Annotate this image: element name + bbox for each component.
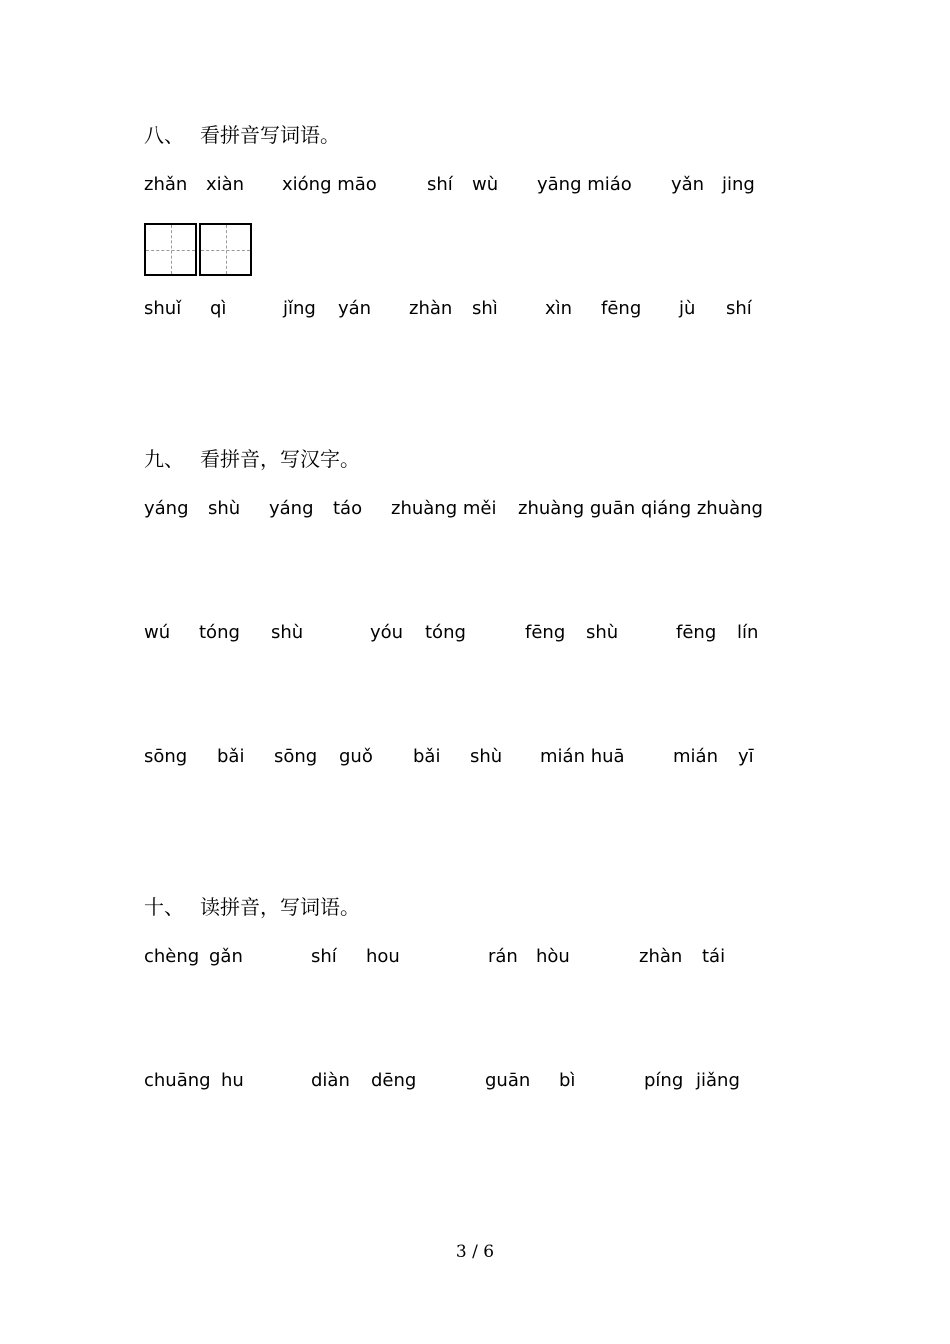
pinyin-word: xìn [545, 298, 573, 319]
section-9-number: 九、 [144, 447, 184, 471]
section-8-title: 看拼音写词语。 [200, 123, 340, 147]
pinyin-word: lín [737, 622, 759, 643]
pinyin-word: yáng [144, 498, 189, 519]
pinyin-word: bǎi [413, 746, 441, 767]
pinyin-word: hu [221, 1070, 244, 1091]
section-10-title: 读拼音，写词语。 [200, 895, 360, 919]
pinyin-word: táo [333, 498, 363, 519]
pinyin-word: zhuàng měi [391, 498, 497, 519]
pinyin-word: yī [738, 746, 754, 767]
pinyin-word: shù [586, 622, 619, 643]
pinyin-word: jiǎng [696, 1070, 740, 1091]
grid-guide-vertical [171, 225, 172, 274]
pinyin-word: shì [472, 298, 498, 319]
pinyin-word: fēng [525, 622, 566, 643]
pinyin-word: chèng [144, 946, 200, 967]
page-number: 3 / 6 [455, 1242, 495, 1262]
pinyin-word: fēng [601, 298, 642, 319]
pinyin-word: diàn [311, 1070, 350, 1091]
pinyin-word: zhuàng guān qiáng zhuàng [518, 498, 763, 519]
pinyin-word: qì [210, 298, 227, 319]
pinyin-word: bǎi [217, 746, 245, 767]
pinyin-word: mián huā [540, 746, 625, 767]
pinyin-word: tái [702, 946, 726, 967]
pinyin-word: shuǐ [144, 298, 182, 319]
pinyin-word: zhàn [639, 946, 683, 967]
pinyin-word: yǎn [671, 174, 705, 195]
pinyin-word: jù [679, 298, 696, 319]
pinyin-word: wù [472, 174, 499, 195]
pinyin-word: tóng [425, 622, 466, 643]
pinyin-word: yán [338, 298, 372, 319]
pinyin-word: guǒ [339, 746, 373, 767]
section-8-number: 八、 [144, 123, 184, 147]
pinyin-word: yóu [370, 622, 404, 643]
pinyin-word: guān [485, 1070, 531, 1091]
pinyin-word: dēng [371, 1070, 417, 1091]
pinyin-word: sōng [274, 746, 318, 767]
writing-grid-box[interactable] [144, 223, 197, 276]
pinyin-word: shù [271, 622, 304, 643]
pinyin-word: shí [726, 298, 752, 319]
pinyin-word: zhǎn [144, 174, 188, 195]
section-10-number: 十、 [144, 895, 184, 919]
pinyin-word: shí [427, 174, 453, 195]
pinyin-word: zhàn [409, 298, 453, 319]
section-9-title: 看拼音，写汉字。 [200, 447, 360, 471]
pinyin-word: xiàn [206, 174, 245, 195]
pinyin-word: shí [311, 946, 337, 967]
pinyin-word: píng [644, 1070, 684, 1091]
pinyin-word: xióng māo [282, 174, 377, 195]
pinyin-word: sōng [144, 746, 188, 767]
section-8-heading [144, 123, 340, 147]
pinyin-word: yāng miáo [537, 174, 632, 195]
writing-grid-box[interactable] [199, 223, 252, 276]
grid-guide-vertical [226, 225, 227, 274]
pinyin-word: mián [673, 746, 718, 767]
pinyin-word: rán [488, 946, 518, 967]
pinyin-word: fēng [676, 622, 717, 643]
pinyin-word: gǎn [209, 946, 243, 967]
pinyin-word: tóng [199, 622, 240, 643]
pinyin-word: shù [208, 498, 241, 519]
section-10-heading [144, 895, 360, 919]
pinyin-word: shù [470, 746, 503, 767]
pinyin-word: chuāng [144, 1070, 211, 1091]
pinyin-word: jing [722, 174, 755, 195]
pinyin-word: yáng [269, 498, 314, 519]
pinyin-word: wú [144, 622, 171, 643]
section-9-heading [144, 447, 360, 471]
pinyin-word: hòu [536, 946, 570, 967]
pinyin-word: hou [366, 946, 400, 967]
pinyin-word: jǐng [283, 298, 316, 319]
pinyin-word: bì [559, 1070, 576, 1091]
